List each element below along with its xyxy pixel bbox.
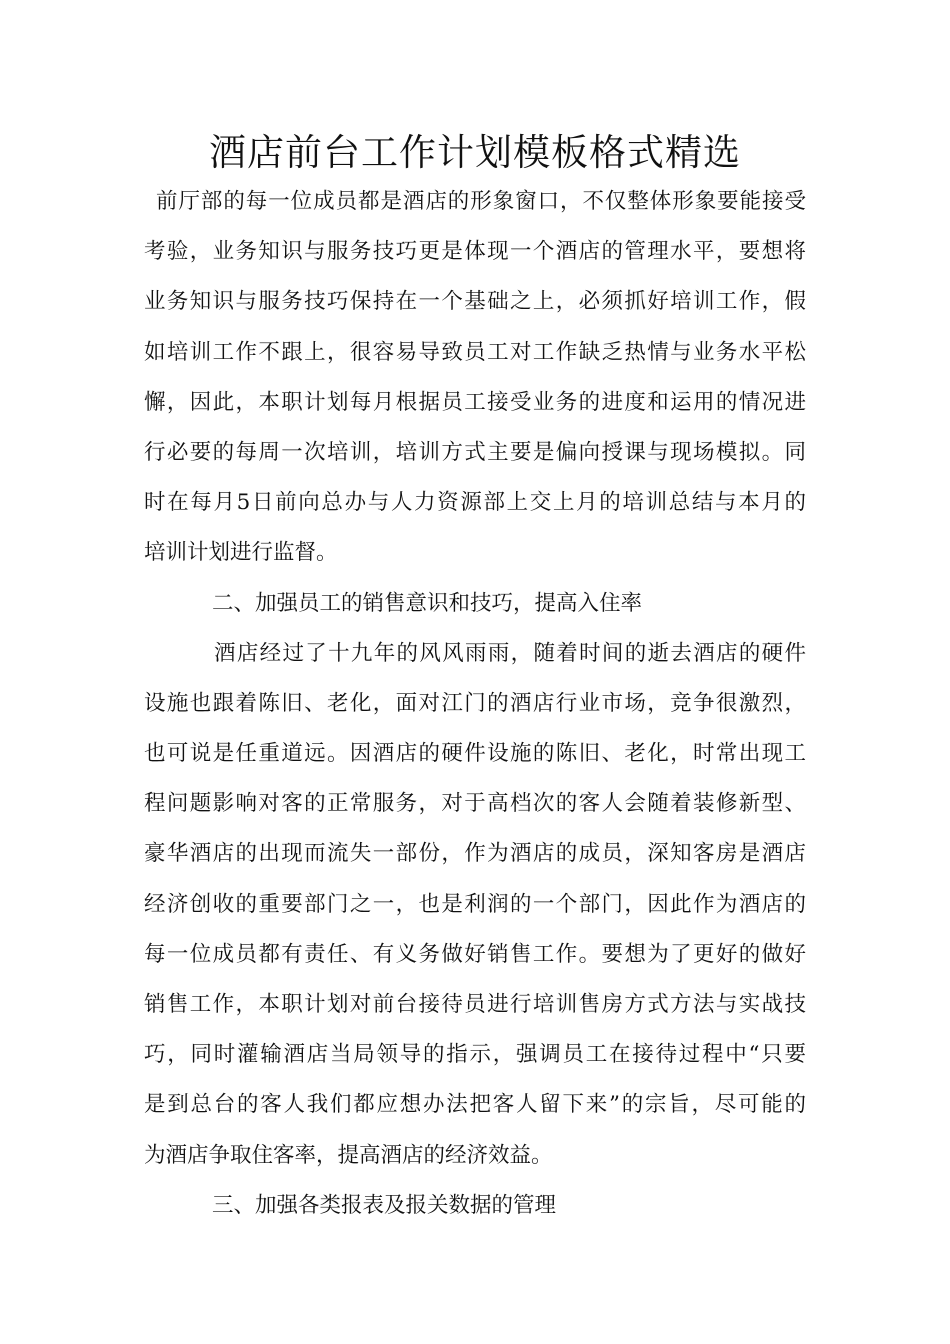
text-line: 为酒店争取住客率，提高酒店的经济效益。: [144, 1142, 553, 1168]
text-line: 是到总台的客人我们都应想办法把客人留下来”的宗旨，尽可能的: [144, 1092, 806, 1118]
paragraph-sales: [144, 629, 806, 1181]
paragraph-training: [144, 177, 806, 579]
text-line: 培训计划进行监督。: [144, 540, 338, 566]
text-line: 懈，因此，本职计划每月根据员工接受业务的进度和运用的情况进: [144, 389, 806, 415]
section-heading-3: 三、加强各类报表及报关数据的管理: [212, 1192, 557, 1218]
text-line: 如培训工作不跟上，很容易导致员工对工作缺乏热情与业务水平松: [144, 339, 806, 365]
text-line: 时在每月5日前向总办与人力资源部上交上月的培训总结与本月的: [144, 490, 806, 516]
text-line: 豪华酒店的出现而流失一部份，作为酒店的成员，深知客房是酒店: [144, 841, 806, 867]
text-line: 行必要的每周一次培训，培训方式主要是偏向授课与现场模拟。同: [144, 439, 806, 465]
text-line: 销售工作，本职计划对前台接待员进行培训售房方式方法与实战技: [144, 992, 806, 1017]
text-line: 经济创收的重要部门之一，也是利润的一个部门，因此作为酒店的: [144, 891, 806, 917]
text-line: 每一位成员都有责任、有义务做好销售工作。要想为了更好的做好: [144, 941, 806, 967]
text-line: 程问题影响对客的正常服务，对于高档次的客人会随着装修新型、: [144, 791, 806, 817]
text-line: 考验，业务知识与服务技巧更是体现一个酒店的管理水平，要想将: [144, 239, 806, 265]
text-line: 前厅部的每一位成员都是酒店的形象窗口，不仅整体形象要能接受: [156, 189, 806, 214]
text-line: 也可说是任重道远。因酒店的硬件设施的陈旧、老化，时常出现工: [144, 741, 806, 767]
document-body: [144, 177, 806, 1231]
text-line: 设施也跟着陈旧、老化，面对江门的酒店行业市场，竞争很激烈，: [144, 690, 806, 716]
text-line: 业务知识与服务技巧保持在一个基础之上，必须抓好培训工作，假: [144, 289, 806, 315]
document-title: 酒店前台工作计划模板格式精选: [209, 131, 741, 174]
text-line: 酒店经过了十九年的风风雨雨，随着时间的逝去酒店的硬件: [214, 640, 806, 666]
text-line: 巧，同时灌输酒店当局领导的指示，强调员工在接待过程中“只要: [144, 1042, 806, 1068]
section-heading-2: 二、加强员工的销售意识和技巧，提高入住率: [212, 590, 643, 616]
